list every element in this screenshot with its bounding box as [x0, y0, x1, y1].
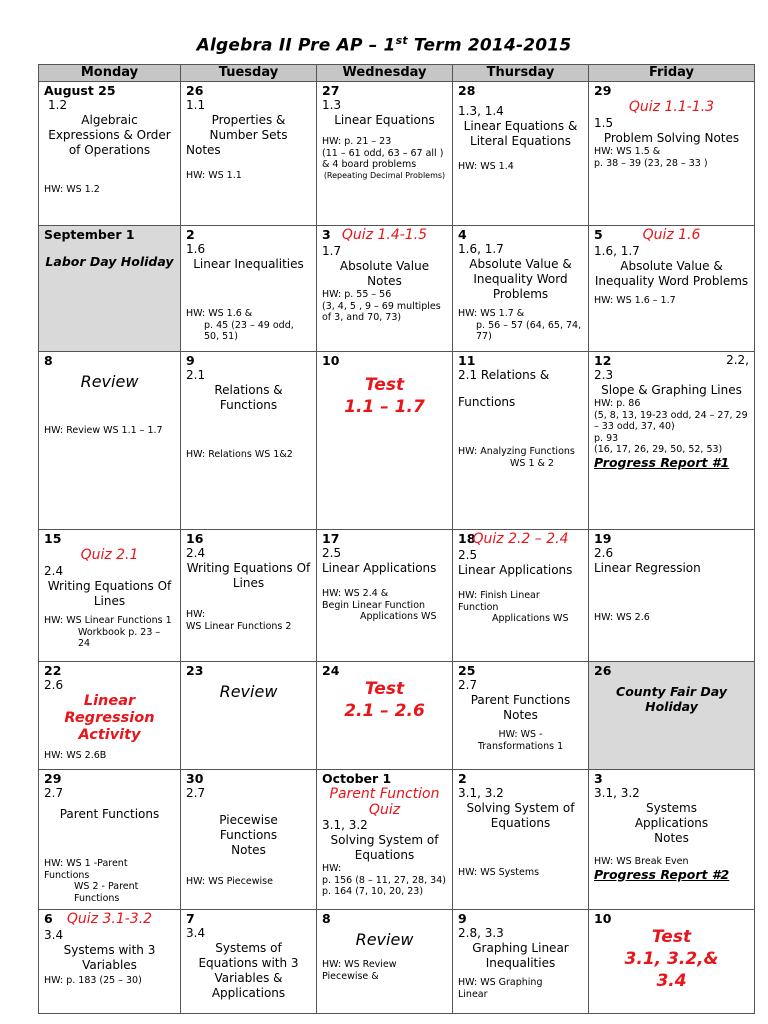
homework-label: HW: WS Review: [322, 959, 397, 970]
review-label: Review: [219, 682, 278, 701]
homework-label: HW: p. 21 – 23: [322, 136, 392, 147]
quiz-label: Quiz 3.1-3.2: [66, 911, 153, 927]
date-label: 11: [458, 353, 476, 368]
homework-label: HW: WS 1.5 &: [594, 146, 661, 157]
quiz-label: Parent Function Quiz: [329, 786, 440, 818]
date-label: 8: [44, 353, 53, 368]
homework-label: HW: WS -: [498, 729, 543, 740]
topic-label: Systems with 3 Variables: [63, 943, 156, 972]
week-row: [39, 770, 755, 910]
section-label: 1.1: [186, 98, 206, 112]
homework-label: HW: WS 1.6 &: [186, 308, 253, 319]
holiday-cell: [589, 662, 755, 770]
date-label: 26: [594, 663, 612, 678]
section-label: 2.7: [458, 678, 478, 692]
date-label: 2: [186, 227, 195, 242]
topic-label: Absolute Value & Inequality Word Problems: [469, 257, 572, 301]
date-label: 23: [186, 663, 204, 678]
section-label: 1.3, 1.4: [458, 104, 504, 118]
topic-label: Solving System of Equations: [330, 833, 439, 862]
holiday-label: County Fair Day Holiday: [616, 684, 727, 714]
homework-detail: & 4 board problems: [322, 159, 417, 170]
section-label: 2.8, 3.3: [458, 926, 504, 940]
homework-detail: Workbook p. 23 – 24: [78, 626, 161, 649]
header-row: [39, 65, 755, 82]
topic-label: Absolute Value & Inequality Word Problems: [594, 259, 749, 288]
calendar-table: [38, 64, 755, 1014]
topic-label: Problem Solving Notes: [603, 131, 740, 145]
activity-label: Linear Regression Activity: [64, 693, 155, 743]
day-cell: [39, 770, 181, 910]
section-label: 2.6: [594, 546, 614, 560]
review-label: Review: [355, 930, 414, 949]
topic-label: Linear Equations: [334, 113, 435, 127]
homework-detail: (16, 17, 26, 29, 50, 52, 53): [594, 444, 723, 455]
topic-label: Graphing Linear Inequalities: [472, 941, 569, 970]
date-label: 29: [594, 83, 612, 98]
homework-detail: Transformations 1: [477, 740, 564, 752]
date-label: 10: [322, 353, 340, 368]
topic-label: Linear Regression: [594, 561, 701, 575]
topic-label: Parent Functions: [59, 807, 160, 821]
day-cell: [181, 910, 317, 1014]
homework-detail: Linear: [458, 988, 488, 1000]
topic-label: Systems of Equations with 3 Variables & Applications: [198, 941, 299, 1000]
homework-detail: WS Linear Functions 2: [186, 620, 292, 632]
section-label: 2.4: [44, 564, 64, 578]
date-label: 4: [458, 227, 467, 242]
date-label: 19: [594, 531, 612, 546]
day-cell: [181, 662, 317, 770]
section-label: 2.1: [186, 368, 206, 382]
topic-label: Relations & Functions: [214, 383, 283, 412]
section-label: 2.7: [186, 786, 206, 800]
section-label: 1.7: [322, 244, 342, 258]
test-label: Test: [364, 679, 405, 699]
holiday-cell: [39, 226, 181, 352]
homework-label: HW: p. 183 (25 – 30): [44, 975, 142, 986]
date-label: 9: [186, 353, 195, 368]
topic-note: Notes: [186, 143, 221, 157]
quiz-label: Quiz 2.2 – 2.4: [472, 531, 569, 547]
review-label: Review: [80, 372, 139, 391]
section-label: 1.5: [594, 116, 614, 130]
homework-detail: WS 2 - Parent Functions: [74, 881, 139, 904]
date-label: 10: [594, 911, 612, 926]
day-cell: [317, 82, 453, 226]
date-label: 15: [44, 531, 62, 546]
quiz-label: Quiz 1.1-1.3: [628, 99, 715, 115]
date-label: 8: [322, 911, 331, 926]
day-cell: [453, 82, 589, 226]
section-label: 3.4: [186, 926, 206, 940]
homework-detail: p. 93: [594, 432, 619, 444]
homework-detail: (5, 8, 13, 19-23 odd, 24 – 27, 29 – 33 odd, 37, 40): [594, 409, 748, 432]
header-tuesday: Tuesday: [181, 65, 317, 82]
section-label: 3.1, 3.2: [322, 818, 368, 832]
day-cell: [317, 226, 453, 352]
header-monday: Monday: [39, 65, 181, 82]
test-range: 1.1 – 1.7: [344, 397, 425, 417]
date-label: 29: [44, 771, 62, 786]
homework-label: HW: WS Linear Functions 1: [44, 615, 172, 626]
progress-report-label: Progress Report #1: [594, 454, 730, 470]
date-label: August 25: [44, 83, 116, 98]
section-label: 1.6, 1.7: [458, 242, 504, 256]
day-cell: [589, 770, 755, 910]
homework-label: HW: WS 2.6B: [44, 750, 107, 761]
section-label: 2.4: [186, 546, 206, 560]
test-range: 3.1, 3.2,&: [624, 949, 719, 969]
quiz-label: Quiz 1.4-1.5: [341, 227, 428, 243]
homework-label: HW: WS 1.2: [44, 184, 100, 195]
date-label: 7: [186, 911, 195, 926]
topic-label: Piecewise Functions Notes: [219, 813, 278, 857]
day-cell: [589, 82, 755, 226]
date-label: 5: [594, 227, 603, 242]
topic-label: Absolute Value Notes: [339, 259, 430, 288]
day-cell: [453, 226, 589, 352]
section-label: 2.5: [458, 548, 478, 562]
day-cell: [589, 352, 755, 530]
date-label: 27: [322, 83, 340, 98]
homework-detail: (3, 4, 5 , 9 – 69 multiples of 3, and 70, 73): [322, 300, 441, 323]
homework-detail: WS 1 & 2: [510, 457, 554, 469]
day-cell: [453, 352, 589, 530]
week-row: [39, 910, 755, 1014]
homework-label: HW:: [322, 863, 342, 874]
section-label: 2.1 Relations &: [458, 368, 550, 382]
header-friday: Friday: [589, 65, 755, 82]
section-label: 1.2: [48, 98, 68, 112]
week-row: [39, 82, 755, 226]
topic-label: Properties & Number Sets: [209, 113, 288, 142]
section-label: 2.5: [322, 546, 342, 560]
day-cell: [181, 226, 317, 352]
date-label: 24: [322, 663, 340, 678]
date-label: 9: [458, 911, 467, 926]
homework-detail: Applications WS: [492, 613, 569, 624]
day-cell: [453, 662, 589, 770]
section-label: 3.1, 3.2: [458, 786, 504, 800]
date-label: 25: [458, 663, 476, 678]
day-cell: [181, 82, 317, 226]
day-cell: [181, 352, 317, 530]
homework-detail: Begin Linear Function: [322, 599, 426, 611]
homework-label: HW:: [186, 609, 206, 620]
day-cell: [317, 352, 453, 530]
homework-detail: Applications WS: [360, 611, 437, 622]
homework-label: HW: WS Break Even: [594, 856, 689, 867]
homework-detail: p. 164 (7, 10, 20, 23): [322, 886, 424, 897]
topic-label: Linear Applications: [458, 563, 573, 577]
day-cell: [317, 662, 453, 770]
date-label: 30: [186, 771, 204, 786]
day-cell: [317, 530, 453, 662]
homework-label: HW: WS 1.4: [458, 161, 514, 172]
day-cell: [39, 530, 181, 662]
date-label: 16: [186, 531, 204, 546]
header-wednesday: Wednesday: [317, 65, 453, 82]
topic-label: Linear Equations & Literal Equations: [463, 119, 578, 148]
day-cell: [589, 530, 755, 662]
date-label: 18: [458, 531, 476, 546]
week-row: [39, 226, 755, 352]
section-label: 2.2,: [726, 353, 749, 367]
homework-label: HW: WS Graphing: [458, 977, 543, 988]
day-cell: [589, 226, 755, 352]
date-label: October 1: [322, 771, 392, 786]
topic-label: Systems Applications Notes: [634, 801, 709, 845]
homework-label: HW: WS 1.7 &: [458, 308, 525, 319]
section-label: 2.7: [44, 786, 64, 800]
section-label: 1.3: [322, 98, 342, 112]
day-cell: [317, 910, 453, 1014]
page-title: Algebra II Pre AP – 1st Term 2014-2015: [196, 34, 572, 56]
day-cell: [39, 82, 181, 226]
date-label: 3: [594, 771, 603, 786]
homework-label: HW: Relations WS 1&2: [186, 449, 293, 460]
section-label: 2.6: [44, 678, 64, 692]
homework-label: HW: WS Systems: [458, 867, 540, 878]
day-cell: [181, 770, 317, 910]
topic-label: Linear Inequalities: [193, 257, 304, 271]
day-cell: [317, 770, 453, 910]
test-range-cont: 3.4: [656, 971, 687, 991]
test-range: 2.1 – 2.6: [344, 701, 425, 721]
section-label: 3.4: [44, 928, 64, 942]
section-label: 1.6, 1.7: [594, 244, 640, 258]
topic-label: Solving System of Equations: [466, 801, 575, 830]
day-cell: [453, 770, 589, 910]
homework-detail: p. 45 (23 – 49 odd, 50, 51): [204, 319, 294, 342]
homework-detail: p. 38 – 39 (23, 28 – 33 ): [594, 157, 708, 169]
topic-label: Linear Applications: [322, 561, 437, 575]
date-label: 2: [458, 771, 467, 786]
date-label: 22: [44, 663, 62, 678]
section-label: 1.6: [186, 242, 206, 256]
date-label: 17: [322, 531, 340, 546]
quiz-label: Quiz 2.1: [80, 547, 139, 563]
day-cell: [39, 910, 181, 1014]
homework-label: HW: WS 1 -Parent Functions: [44, 858, 128, 881]
day-cell: [181, 530, 317, 662]
topic-label: Writing Equations Of Lines: [186, 561, 311, 590]
topic-label: Functions: [458, 395, 516, 409]
homework-detail: p. 56 – 57 (64, 65, 74, 77): [476, 319, 582, 342]
test-label: Test: [651, 927, 692, 947]
homework-label: HW: WS 1.6 – 1.7: [594, 295, 676, 306]
header-thursday: Thursday: [453, 65, 589, 82]
topic-label: Writing Equations Of Lines: [47, 579, 172, 608]
date-label: 6: [44, 911, 53, 926]
homework-label: HW: WS 2.6: [594, 612, 650, 623]
day-cell: [589, 910, 755, 1014]
section-label: 3.1, 3.2: [594, 786, 640, 800]
week-row: [39, 530, 755, 662]
homework-detail: Piecewise &: [322, 970, 379, 982]
holiday-label: Labor Day Holiday: [45, 254, 174, 269]
day-cell: [39, 662, 181, 770]
homework-detail: p. 156 (8 – 11, 27, 28, 34): [322, 874, 446, 886]
date-label: 3: [322, 227, 331, 242]
topic-label: Slope & Graphing Lines: [601, 383, 742, 397]
day-cell: [453, 910, 589, 1014]
homework-detail: (11 – 61 odd, 63 – 67 all ): [322, 147, 444, 159]
week-row: [39, 662, 755, 770]
homework-label: HW: p. 86: [594, 398, 641, 409]
homework-label: HW: WS Piecewise: [186, 876, 273, 887]
quiz-label: Quiz 1.6: [642, 227, 701, 243]
date-label: September 1: [44, 227, 135, 242]
homework-label: HW: p. 55 – 56: [322, 289, 392, 300]
homework-label: HW: WS 1.1: [186, 170, 242, 181]
homework-note: (Repeating Decimal Problems): [323, 170, 446, 180]
day-cell: [39, 352, 181, 530]
date-label: 12: [594, 353, 612, 368]
week-row: [39, 352, 755, 530]
topic-label: Parent Functions Notes: [470, 693, 571, 722]
date-label: 26: [186, 83, 204, 98]
homework-label: HW: Finish Linear Function: [458, 590, 540, 613]
homework-label: HW: Analyzing Functions: [458, 446, 575, 457]
test-label: Test: [364, 375, 405, 395]
section-label-cont: 2.3: [594, 368, 614, 382]
topic-label: Algebraic Expressions & Order of Operations: [48, 113, 171, 157]
day-cell: [453, 530, 589, 662]
progress-report-label: Progress Report #2: [594, 866, 730, 882]
homework-label: HW: Review WS 1.1 – 1.7: [44, 425, 163, 436]
date-label: 28: [458, 83, 476, 98]
homework-label: HW: WS 2.4 &: [322, 588, 389, 599]
